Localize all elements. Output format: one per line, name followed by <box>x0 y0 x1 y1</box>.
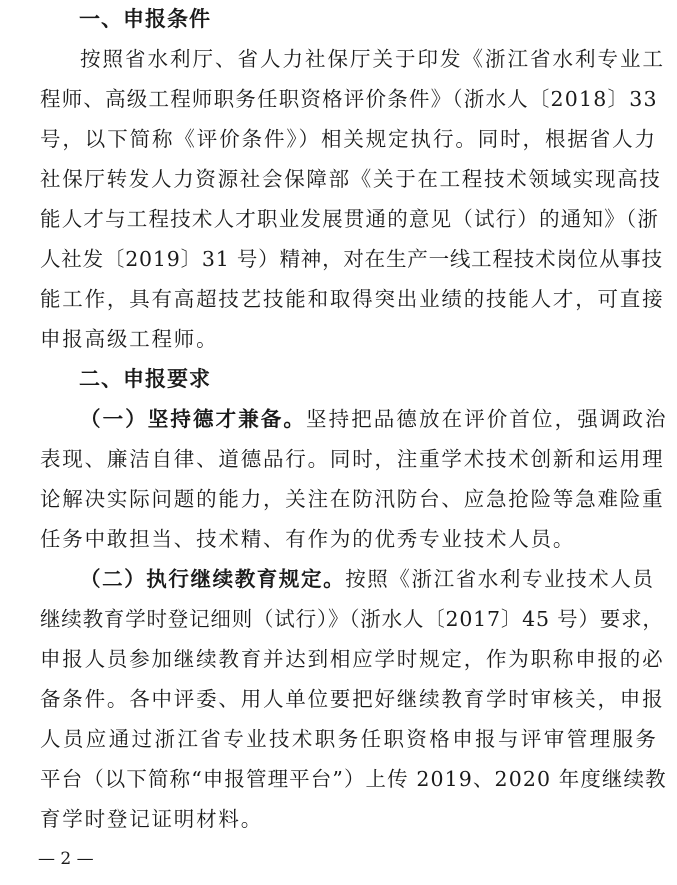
paragraph-line: 人员应通过浙江省专业技术职务任职资格申报与评审管理服务 <box>40 727 659 751</box>
page-number: — 2 — <box>38 849 94 869</box>
paragraph-line: 育学时登记证明材料。 <box>40 807 263 831</box>
section-heading-application-requirements: 二、申报要求 <box>79 367 211 391</box>
paragraph-line: 平台（以下简称“申报管理平台”）上传 2019、2020 年度继续教 <box>40 767 667 791</box>
subsection-first-line <box>80 565 655 593</box>
paragraph-line: 能工作，具有高超技艺技能和取得突出业绩的技能人才，可直接 <box>40 287 665 311</box>
paragraph-text: 坚持把品德放在评价首位，强调政治 <box>306 407 668 431</box>
subsection-title-continuing-education: （二）执行继续教育规定。 <box>80 567 346 591</box>
subsection-first-line <box>80 405 668 433</box>
paragraph-line: 能人才与工程技术人才职业发展贯通的意见（试行）的通知》（浙 <box>40 207 660 231</box>
section-heading-application-conditions: 一、申报条件 <box>79 7 211 31</box>
paragraph-line: 按照省水利厅、省人力社保厅关于印发《浙江省水利专业工 <box>80 47 665 71</box>
paragraph-line: 继续教育学时登记细则（试行）》（浙水人〔2017〕45 号）要求， <box>40 607 664 631</box>
subsection-title-integrity: （一）坚持德才兼备。 <box>80 407 306 431</box>
paragraph-line: 任务中敢担当、技术精、有作为的优秀专业技术人员。 <box>40 527 576 551</box>
paragraph-line: 论解决实际问题的能力，关注在防汛防台、应急抢险等急难险重 <box>40 487 665 511</box>
paragraph-line: 号，以下简称《评价条件》）相关规定执行。同时，根据省人力 <box>40 127 657 151</box>
paragraph-line: 备条件。各中评委、用人单位要把好继续教育学时审核关，申报 <box>40 687 665 711</box>
paragraph-text: 按照《浙江省水利专业技术人员 <box>345 567 655 591</box>
paragraph-line: 人社发〔2019〕31 号）精神，对在生产一线工程技术岗位从事技 <box>40 247 663 271</box>
paragraph-line: 社保厅转发人力资源社会保障部《关于在工程技术领域实现高技 <box>40 167 662 191</box>
paragraph-line: 程师、高级工程师职务任职资格评价条件》（浙水人〔2018〕33 <box>40 87 658 111</box>
paragraph-line: 申报高级工程师。 <box>40 327 219 351</box>
paragraph-line: 表现、廉洁自律、道德品行。同时，注重学术技术创新和运用理 <box>40 447 665 471</box>
paragraph-line: 申报人员参加继续教育并达到相应学时规定，作为职称申报的必 <box>40 647 665 671</box>
